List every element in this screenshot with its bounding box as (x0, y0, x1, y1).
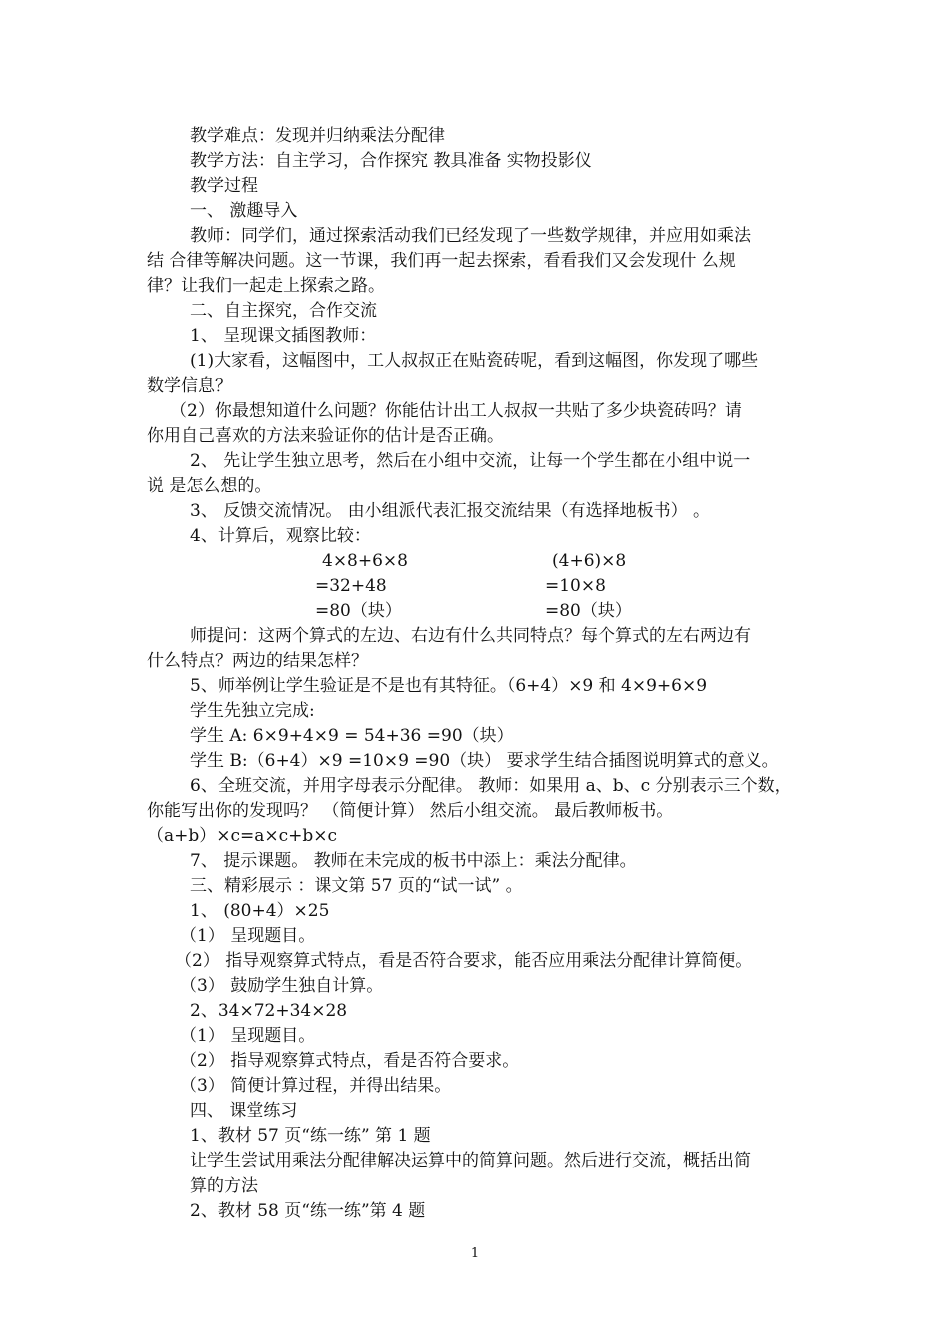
paragraph-line: 让学生尝试用乘法分配律解决运算中的简算问题。然后进行交流，概括出简 (190, 1151, 751, 1171)
line-teaching-method: 教学方法：自主学习，合作探究 教具准备 实物投影仪 (190, 151, 592, 171)
paragraph-line: 学生 B:（6+4）×9 =10×9 =90（块） 要求学生结合插图说明算式的意义。 (190, 751, 779, 771)
paragraph-line: 你用自己喜欢的方法来验证你的估计是否正确。 (147, 426, 504, 446)
paragraph-line: 师提问：这两个算式的左边、右边有什么共同特点？每个算式的左右两边有 (190, 626, 751, 646)
list-item: （2） 指导观察算式特点，看是否符合要求，能否应用乘法分配律计算简便。 (175, 951, 753, 971)
list-item: （1） 呈现题目。 (180, 926, 316, 946)
heading-section-4: 四、 课堂练习 (190, 1101, 298, 1121)
list-item: 1、 (80+4）×25 (190, 901, 330, 921)
paragraph-line: 算的方法 (190, 1176, 258, 1196)
heading-section-2: 二、自主探究，合作交流 (190, 301, 377, 321)
list-item: 2、34×72+34×28 (190, 1001, 348, 1021)
list-item: 4、计算后，观察比较： (190, 526, 371, 546)
calc-left-line: =32+48 (315, 576, 387, 596)
list-item: （2） 指导观察算式特点，看是否符合要求。 (180, 1051, 520, 1071)
paragraph-line: 律？让我们一起走上探索之路。 (147, 276, 385, 296)
calc-right-line: =80（块） (545, 601, 632, 621)
list-item: （3） 简便计算过程，并得出结果。 (180, 1076, 452, 1096)
paragraph-line: 2、 先让学生独立思考，然后在小组中交流，让每一个学生都在小组中说一 (190, 451, 751, 471)
calc-right-line: =10×8 (545, 576, 606, 596)
paragraph-line: 教师：同学们，通过探索活动我们已经发现了一些数学规律，并应用如乘法 (190, 226, 751, 246)
paragraph-line: 你能写出你的发现吗？ （简便计算） 然后小组交流。 最后教师板书。 (147, 801, 674, 821)
page-number: 1 (470, 1246, 480, 1261)
list-item: 1、教材 57 页“练一练” 第 1 题 (190, 1126, 431, 1146)
list-item: 6、全班交流，并用字母表示分配律。 教师：如果用 a、b、c 分别表示三个数， (190, 776, 792, 796)
list-item: 3、 反馈交流情况。 由小组派代表汇报交流结果（有选择地板书） 。 (190, 501, 711, 521)
heading-section-1: 一、 激趣导入 (190, 201, 298, 221)
paragraph-line: 数学信息？ (147, 376, 232, 396)
list-item: 2、教材 58 页“练一练”第 4 题 (190, 1201, 426, 1221)
paragraph-line: 说 是怎么想的。 (147, 476, 272, 496)
line-teaching-difficulty: 教学难点：发现并归纳乘法分配律 (190, 126, 445, 146)
paragraph-line: 结 合律等解决问题。这一节课，我们再一起去探索，看看我们又会发现什 么规 (147, 251, 736, 271)
list-item: （3） 鼓励学生独自计算。 (180, 976, 384, 996)
list-item: （1） 呈现题目。 (180, 1026, 316, 1046)
calc-right-line: (4+6)×8 (552, 551, 627, 571)
paragraph-line: （2）你最想知道什么问题？你能估计出工人叔叔一共贴了多少块瓷砖吗？请 (170, 401, 742, 421)
list-item: 1、 呈现课文插图教师： (190, 326, 377, 346)
line-teaching-process: 教学过程 (190, 176, 258, 196)
paragraph-line: (1)大家看，这幅图中，工人叔叔正在贴瓷砖呢，看到这幅图，你发现了哪些 (190, 351, 759, 371)
paragraph-line: 学生先独立完成: (190, 701, 315, 721)
list-item: 7、 提示课题。 教师在未完成的板书中添上：乘法分配律。 (190, 851, 637, 871)
paragraph-line: 什么特点？两边的结果怎样？ (147, 651, 368, 671)
formula-line: （a+b）×c=a×c+b×c (147, 826, 338, 846)
paragraph-line: 学生 A: 6×9+4×9 = 54+36 =90（块） (190, 726, 514, 746)
calc-left-line: =80（块） (315, 601, 402, 621)
calc-left-line: 4×8+6×8 (322, 551, 408, 571)
heading-section-3: 三、精彩展示 ：课文第 57 页的“试一试” 。 (190, 876, 523, 896)
list-item: 5、师举例让学生验证是不是也有其特征。（6+4）×9 和 4×9+6×9 (190, 676, 708, 696)
